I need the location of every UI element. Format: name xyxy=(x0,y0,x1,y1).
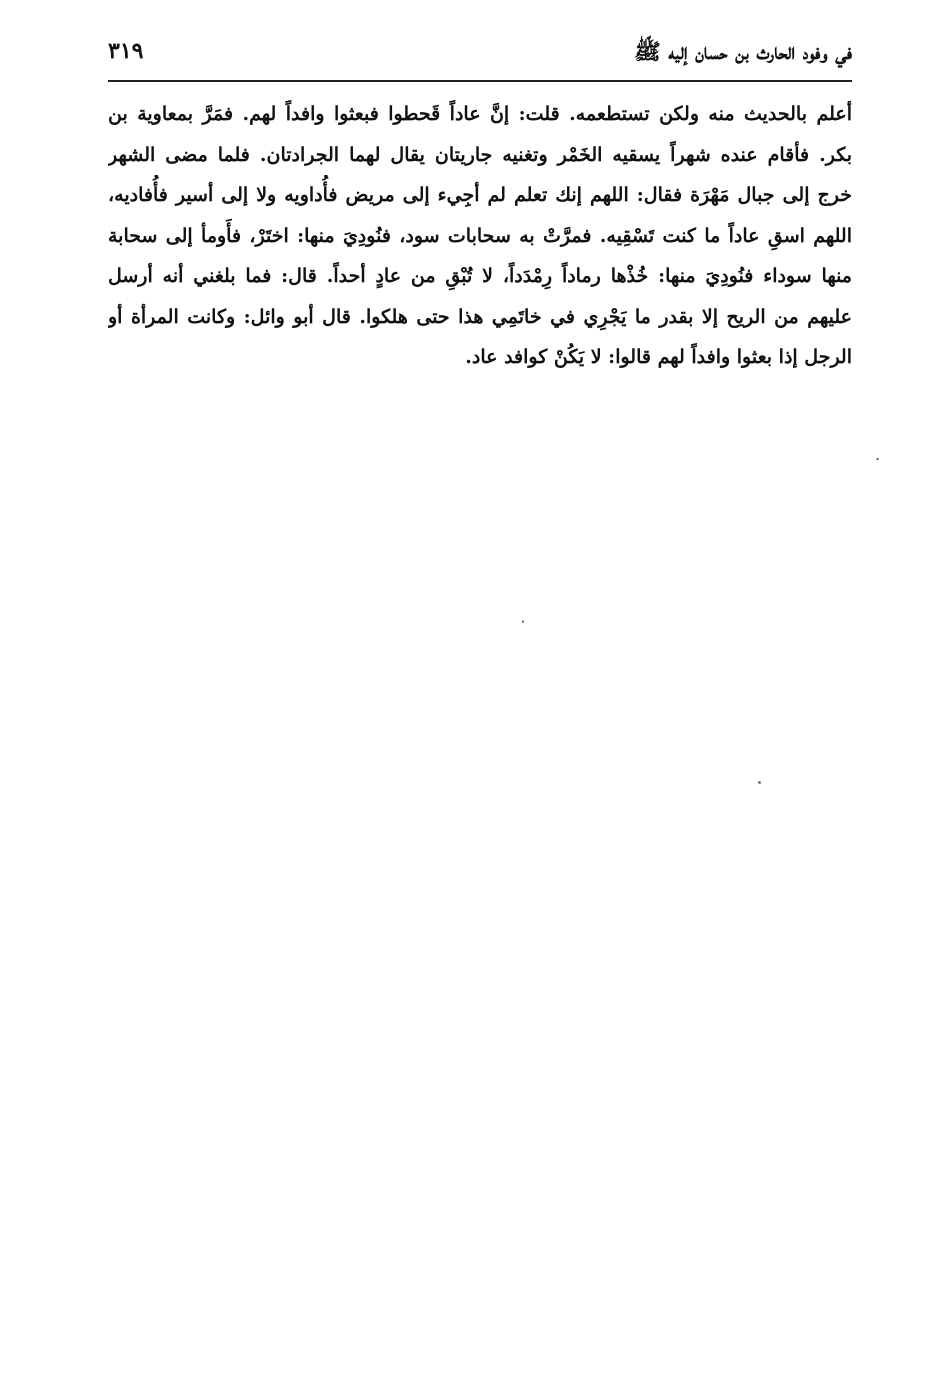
scan-speck xyxy=(758,781,761,784)
text-line-2: بكر. فأقام عنده شهراً يسقيه الخَمْر وتغنيه جاريتان يقال لهما الجرادتان. فلما مضى الشهر xyxy=(108,143,852,166)
text-line-4: اللهم اسقِ عاداً ما كنت تَسْقِيه. فمرَّتْ به سحابات سود، فنُودِيَ منها: اختَرْ، فأَومأ إلى سحابة xyxy=(108,224,852,247)
text-line-5: منها سوداء فنُودِيَ منها: خُذْها رماداً رِمْدَداً، لا تُبْقِ من عادٍ أحداً. قال: فما بلغني أنه أرسل xyxy=(108,265,852,287)
body-text xyxy=(108,94,852,378)
scan-speck xyxy=(522,620,524,623)
page-number: ٣١٩ xyxy=(108,38,144,64)
page-header xyxy=(108,34,852,82)
text-line-1: أعلم بالحديث منه ولكن تستطعمه. قلت: إنَّ عاداً قَحطوا فبعثوا وافداً لهم. فمَرَّ بمعاوية بن xyxy=(108,103,852,125)
text-line-7: الرجل إذا بعثوا وافداً لهم قالوا: لا يَكُنْ كوافد عاد. xyxy=(465,346,852,368)
running-title: في وفود الحارث بن حسان إليه ﷺ xyxy=(634,39,852,65)
scan-speck xyxy=(876,458,879,460)
text-line-6: عليهم من الريح إلا بقدر ما يَجْرِي في خاتَمِي هذا حتى هلكوا. قال أبو وائل: وكانت المرأة أو xyxy=(108,305,852,328)
text-line-3: خرج إلى جبال مَهْرَة فقال: اللهم إنك تعلم لم أجِيء إلى مريض فأُداويه ولا إلى أسير فأُفاديه، xyxy=(108,184,852,206)
